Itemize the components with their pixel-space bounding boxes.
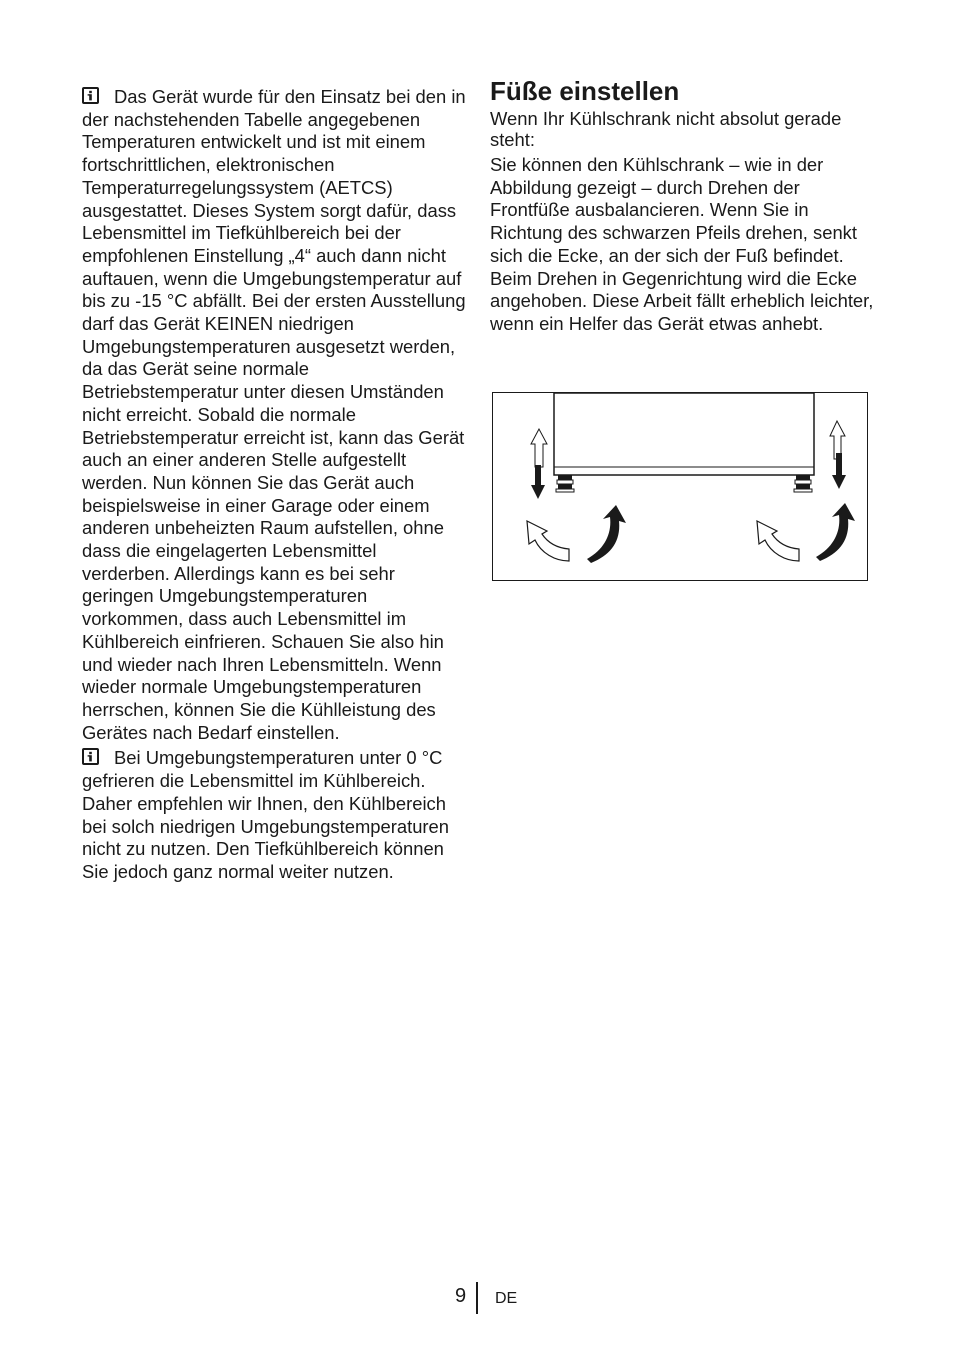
clockwise-arrow-icon	[816, 503, 855, 561]
page-number: 9	[455, 1285, 467, 1307]
left-column	[82, 86, 466, 884]
feet-adjustment-figure	[492, 392, 868, 581]
language-code: DE	[495, 1290, 518, 1307]
section-heading: Füße einstellen	[490, 76, 680, 106]
info-note-1-text: Das Gerät wurde für den Einsatz bei den in der nachstehenden Tabelle angegebenen Temperaturen entwickelt und ist mit einem fortschrittlichen, elektronischen Temperaturregelungssystem (AETCS) ausgestattet. Dieses System sorgt dafür, dass Lebensmittel im Tiefkühlbereich bei der empfohlenen Einstellung „4“ auch dann nicht auftauen, wenn die Umgebungstemperatur auf bis zu -15 °C abfällt. Bei der ersten Ausstellung darf das Gerät KEINEN niedrigen Umgebungstemperaturen ausgesetzt werden, da das Gerät seine normale Betriebstemperatur unter diesen Umständen nicht erreicht. Sobald die normale Betriebstemperatur erreicht ist, kann das Gerät auch an einer anderen Stelle aufgestellt werden. Nun können Sie das Gerät auch beispielsweise in einer Garage oder einem anderen unbeheizten Raum aufstellen, ohne dass die eingelagerten Lebensmittel verderben. Allerdings kann es bei sehr geringen Umgebungstemperaturen vorkommen, dass auch Lebensmittel im Kühlbereich einfrieren. Schauen Sie also hin und wieder nach Ihren Lebensmitteln. Wenn wieder normale Umgebungstemperaturen herrschen, können Sie die Kühlleistung des Gerätes nach Bedarf einstellen.	[82, 86, 466, 743]
info-note-2	[82, 747, 466, 883]
footer-divider	[476, 1282, 478, 1314]
info-note-1	[82, 86, 466, 744]
info-icon	[82, 748, 99, 765]
fridge-body	[554, 393, 814, 475]
info-icon	[82, 87, 99, 104]
down-arrow-icon	[531, 465, 545, 499]
adjustable-foot-icon	[794, 475, 812, 492]
page-footer	[0, 1282, 954, 1316]
adjustable-foot-icon	[556, 475, 574, 492]
up-arrow-icon	[531, 429, 547, 467]
counterclockwise-arrow-icon	[757, 521, 799, 561]
info-note-2-text: Bei Umgebungstemperaturen unter 0 °C gefrieren die Lebensmittel im Kühlbereich. Daher empfehlen wir Ihnen, den Kühlbereich bei solch niedrigen Umgebungstemperaturen nicht zu nutzen. Den Tiefkühlbereich können Sie jedoch ganz normal weiter nutzen.	[82, 747, 450, 882]
intro-paragraph: Wenn Ihr Kühlschrank nicht absolut gerade steht:	[490, 108, 842, 150]
instructions-paragraph: Sie können den Kühlschrank – wie in der Abbildung gezeigt – durch Drehen der Frontfüße ausbalancieren. Wenn Sie in Richtung des schwarzen Pfeils drehen, senkt sich die Ecke, an der sich der Fuß befindet. Beim Drehen in Gegenrichtung wird die Ecke angehoben. Diese Arbeit fällt erheblich leichter, wenn ein Helfer das Gerät etwas anhebt.	[490, 154, 874, 334]
clockwise-arrow-icon	[587, 505, 626, 563]
counterclockwise-arrow-icon	[527, 521, 569, 561]
feet-adjustment-illustration	[493, 393, 866, 579]
right-column	[490, 76, 876, 336]
